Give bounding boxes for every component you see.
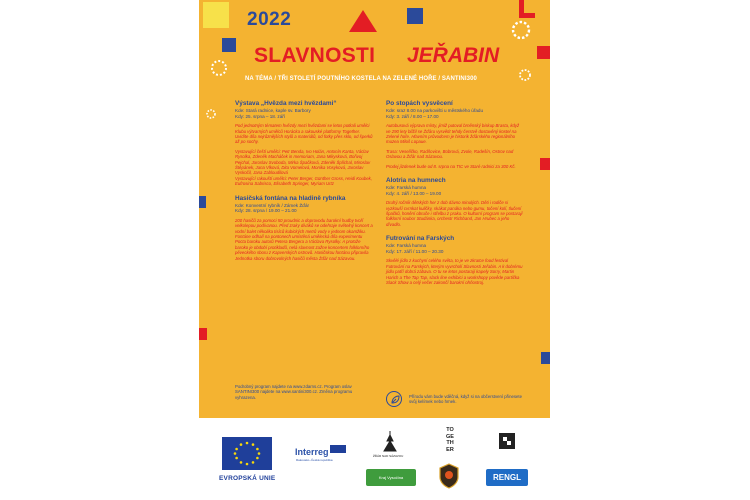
event-title: Po stopách vysvěcení bbox=[386, 100, 453, 107]
eu-flag-logo bbox=[222, 437, 272, 470]
event-food-festival bbox=[386, 235, 524, 285]
event-date: Kdy: 28. srpna / 19.00 – 21.00 bbox=[235, 208, 297, 214]
together-logo: TO GE TH ER bbox=[446, 427, 454, 453]
poster-title-script: JEŘABIN bbox=[407, 44, 500, 67]
event-place: Kde: Farská humna bbox=[386, 185, 427, 191]
kraj-vysocina-logo: Kraj Vysočina bbox=[366, 469, 416, 486]
blue-square-deco bbox=[199, 196, 206, 208]
event-description: 200 hasičů za pomoci 50 proudnic a doprovodu barokní hudby tvoří velkolepou podívanou. Před zraky diváků se odehraje světelný koncert a vodní balet několika tisíců kubických metrů vody v jednom okamžiku. Fontáne odhalí na pontonech umístěná umělecká díla experimentu Pocta baroku autorů Petera Bergera a Václava Rysolky. A protože baroko je období protikladů, nelá slavnost zažne koncertem folklorního pěveckého sboru z Kapverských ostrovů. Hasičskou fontánu připravila Jednotka sboru dobrovolných hasičů města Žďár nad Sázavou. bbox=[235, 217, 373, 261]
event-date: Kdy: 4. září / 13.00 – 19.00 bbox=[386, 190, 442, 196]
flower-deco-icon bbox=[518, 68, 532, 82]
event-description: Autobusová výprava místy, jimiž putoval brněnský biskup Brasta, když ve 290 lety blížil se Žďáru vysvětit tehdy čerstvě dostavěný kostel na Zelené hoře. Hlavním průvodcem je historik žďárského regionálního muzea Miloš Lopaue. bbox=[386, 123, 520, 145]
poster-title-main: SLAVNOSTI bbox=[254, 44, 376, 67]
festival-poster bbox=[199, 0, 550, 418]
event-exhibition bbox=[235, 100, 373, 187]
event-description: Pod jednotným tématem hvězdy mezi hvězdami se letos potkali umělci Klubu výtvarných umělců Horácka a rakouské platformy Together. Uvidíte díla nejrůznějších stylů a materiálů, od fotky přes sklo, od šperků až po sochy. bbox=[235, 123, 373, 145]
event-artists-austrian: Vystavující rakouští umělci: Peter Berger, Günther Gross, Heidi Koubek, Eufrosina Sabrisco, Elisabeth Springer, Myriam Urtz bbox=[235, 175, 373, 187]
red-square-deco bbox=[540, 158, 550, 170]
event-title: Futrování na Farských bbox=[386, 235, 455, 243]
event-title: Hasičská fontána na hladině rybníka bbox=[235, 194, 346, 202]
rengl-logo: RENGL bbox=[486, 469, 528, 486]
flower-deco-icon bbox=[209, 58, 229, 78]
event-place: Kde: sraz 8.00 na parkovišti u městského úřadu bbox=[386, 108, 484, 113]
event-date: Kdy: 3. září / 8.00 – 17.00 bbox=[386, 113, 439, 119]
event-route: Trasa: Veselíčko, Radňovice, Bobrová, Zvole, Radešín, Ostrov nad Oslavou a Žďár nad Sázavou. bbox=[386, 148, 514, 160]
event-place: Kde: Konventní rybník / Zámek Žďár bbox=[235, 202, 310, 208]
event-title: Alotria na humnech bbox=[386, 177, 446, 185]
event-description: Skvělé jídlo z kuchyní celého světa, to je ve zkratce food festival Futrování na Farských, kterým vyvrcholí Slavnosti Jeřabin. A k dobrému jídlu patří dobrá zábava. O tu se letos postarají kapely Sorry, Martin Harich a The Tap Tap, slack line exhibici a workshopy pověde partička Slack Show a celý večer zakončí barokní ohňostroj. bbox=[386, 258, 523, 286]
sponsor-logos bbox=[0, 425, 750, 500]
program-note: Podrobný program najdete na www.zdarns.cz. Program oslav SANTINI300 najdete na www.santini300.cz. Změna programu vyhrazena. bbox=[235, 384, 353, 400]
event-tickets: Prodej jízdenek bude od 8. srpna na TIC ve Staré radnici za 300 Kč. bbox=[386, 163, 516, 169]
right-column bbox=[386, 100, 524, 293]
event-place: Kde: Stará radnice, kaple sv. Barbory bbox=[235, 108, 311, 113]
red-square-deco bbox=[537, 46, 550, 59]
poster-year: 2022 bbox=[247, 9, 292, 30]
firefighter-badge-logo bbox=[438, 463, 460, 489]
event-artists-czech: Vystavující čeští umělci: Petr Benda, Ivo Holán, Antonín Kanta, Václav Rysolka, Zdeněk Macháček in memoriam, Jana Mikysková, Bořivoj Pejchal, Jaroslav Svoboda, Mirka Špačková, Zdeněk Šplíchal, Miroslav Štěpánek, Jana Vlková, Dita Vomelová, Monika Vosyková, Jaroslav Vyskočil, Jana Zabloudilová bbox=[235, 148, 371, 176]
blue-square-deco bbox=[222, 38, 236, 52]
event-trip bbox=[386, 100, 524, 169]
flower-deco-icon bbox=[205, 108, 217, 120]
interreg-flag-icon bbox=[330, 445, 346, 453]
red-square-deco bbox=[199, 328, 207, 340]
red-triangle-deco bbox=[349, 10, 377, 32]
left-column bbox=[235, 100, 373, 269]
event-place: Kde: Farská humna bbox=[386, 243, 427, 249]
event-games bbox=[386, 177, 524, 227]
church-logo bbox=[380, 429, 400, 453]
event-date: Kdy: 17. září / 11.00 – 20.30 bbox=[386, 248, 444, 254]
eco-leaf-icon bbox=[386, 391, 402, 407]
interreg-logo: Interreg bbox=[295, 447, 329, 457]
event-description: Druhý ročník dětských her z dob dávno minulých. Děti i rodiče si vyzkouší cvrnkat kuličky, skákat panáka nebo gumu, točení kolí, tlučení špačků, honění obruče i střelbu z praku. O kulturní program se postarají folklorní soubor Studánka, orchestr Richband, Jan Hrubec a jeho dívadlo. bbox=[386, 200, 523, 227]
blue-square-deco bbox=[407, 8, 423, 24]
crest-logo bbox=[497, 431, 517, 451]
eu-label: EVROPSKÁ UNIE bbox=[219, 475, 276, 482]
poster-subtitle: NA TÉMA / TŘI STOLETÍ POUTNÍHO KOSTELA NA ZELENÉ HOŘE / SANTINI300 bbox=[245, 76, 477, 82]
event-title: Výstava „Hvězda mezi hvězdami“ bbox=[235, 100, 337, 107]
interreg-subtitle: Rakousko–Česká republika bbox=[296, 458, 333, 462]
red-corner-deco bbox=[519, 0, 535, 18]
blue-square-deco bbox=[541, 352, 550, 364]
event-date: Kdy: 25. srpna – 18. září bbox=[235, 113, 286, 119]
zdar-label: ŽĎÁR NAD SÁZAVOU bbox=[373, 454, 404, 458]
event-fountain bbox=[235, 195, 373, 261]
flower-deco-icon bbox=[509, 18, 533, 42]
yellow-square-deco bbox=[203, 2, 229, 28]
eco-note: Přírodu vám bude vděčná, když si na občerstvení přinesete svůj kelímek nebo hrnek. bbox=[409, 394, 522, 405]
